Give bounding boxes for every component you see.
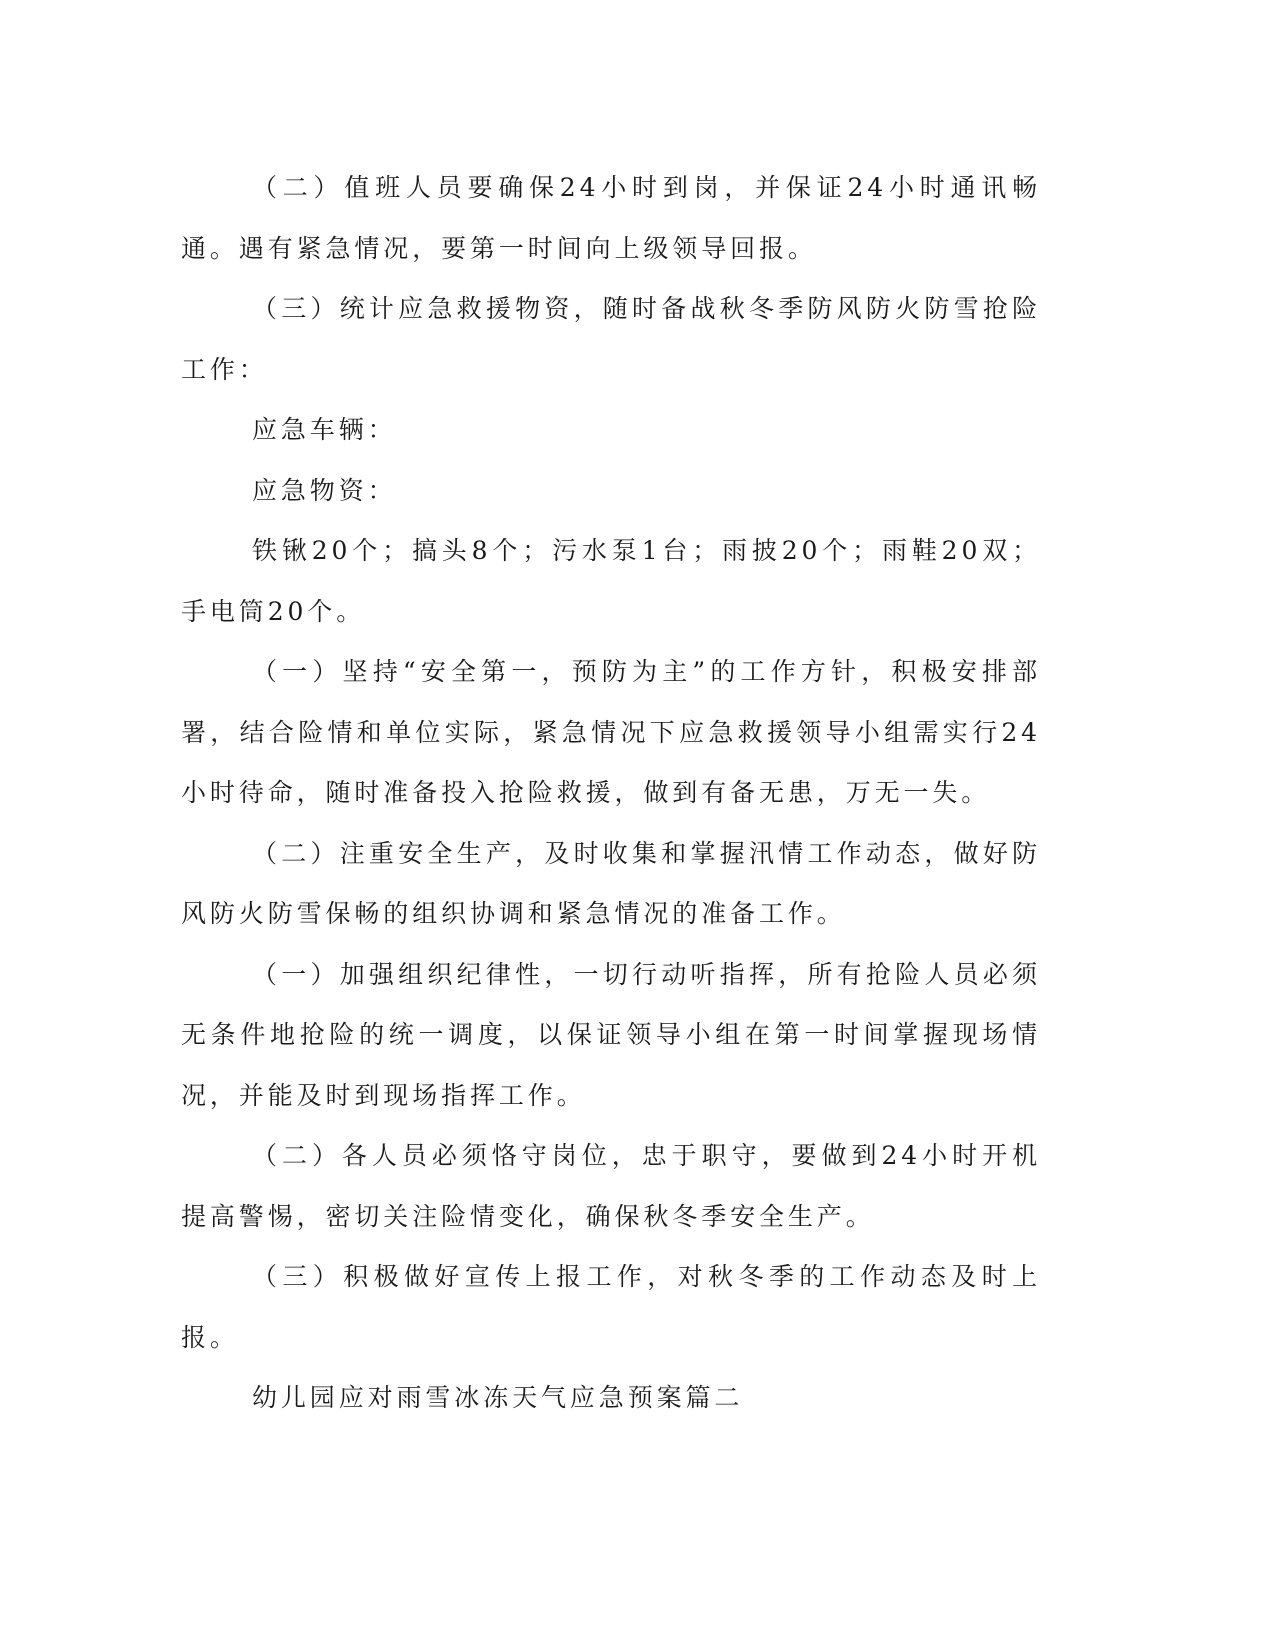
paragraph-publicity-reporting: （三）积极做好宣传上报工作，对秋冬季的工作动态及时上报。 bbox=[181, 1262, 1041, 1352]
paragraph-materials-list: 铁锹20个；搞头8个；污水泵1台；雨披20个；雨鞋20双；手电筒20个。 bbox=[181, 536, 1041, 626]
document-body bbox=[181, 158, 1041, 1429]
paragraph-safety-first: （一）坚持“安全第一，预防为主”的工作方针，积极安排部署，结合险情和单位实际，紧急情况下应急救援领导小组需实行24小时待命，随时准备投入抢险救援，做到有备无患，万无一失。 bbox=[181, 657, 1041, 807]
paragraph-emergency-materials: 应急物资： bbox=[252, 475, 397, 505]
section-heading-part-two: 幼儿园应对雨雪冰冻天气应急预案篇二 bbox=[252, 1383, 744, 1412]
paragraph-discipline: （一）加强组织纪律性，一切行动听指挥，所有抢险人员必须无条件地抢险的统一调度，以保证领导小组在第一时间掌握现场情况，并能及时到现场指挥工作。 bbox=[181, 959, 1041, 1110]
paragraph-emergency-vehicles: 应急车辆： bbox=[252, 415, 397, 444]
paragraph-duty-staff: （二）值班人员要确保24小时到岗，并保证24小时通讯畅通。遇有紧急情况，要第一时间向上级领导回报。 bbox=[181, 173, 1041, 263]
paragraph-rescue-supplies: （三）统计应急救援物资，随时备战秋冬季防风防火防雪抢险工作： bbox=[181, 294, 1041, 384]
paragraph-stay-on-post: （二）各人员必须恪守岗位，忠于职守，要做到24小时开机提高警惕，密切关注险情变化，确保秋冬季安全生产。 bbox=[181, 1141, 1041, 1231]
paragraph-safe-production: （二）注重安全生产，及时收集和掌握汛情工作动态，做好防风防火防雪保畅的组织协调和紧急情况的准备工作。 bbox=[181, 838, 1041, 928]
